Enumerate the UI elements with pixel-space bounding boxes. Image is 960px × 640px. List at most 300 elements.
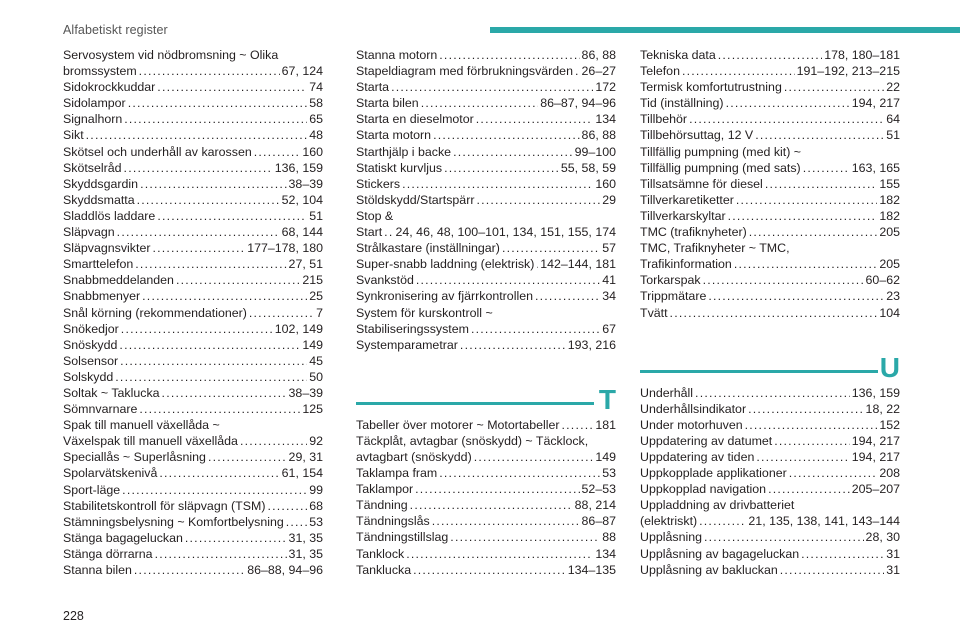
entry-list <box>356 47 616 353</box>
entry-line <box>63 208 323 224</box>
index-entry <box>63 514 323 530</box>
entry-pages: 7 <box>316 305 323 320</box>
entry-line <box>63 482 323 498</box>
entry-pages: 181 <box>595 417 616 432</box>
dot-leader <box>708 288 884 304</box>
entry-line <box>356 240 616 256</box>
dot-leader <box>137 192 280 208</box>
entry-pages: 149 <box>302 337 323 352</box>
index-entry <box>356 272 616 288</box>
dot-leader <box>240 433 307 449</box>
entry-line <box>640 176 900 192</box>
entry-term: Stanna motorn <box>356 48 438 62</box>
index-entry <box>63 498 323 514</box>
entry-line <box>356 127 616 143</box>
dot-leader <box>267 498 307 514</box>
entry-pages: 38–39 <box>288 176 323 191</box>
dot-leader <box>157 79 307 95</box>
index-entry <box>640 224 900 240</box>
entry-pages: 31, 35 <box>288 546 323 561</box>
index-entry <box>356 529 616 545</box>
entry-term: Solsensor <box>63 353 119 368</box>
entry-pages: 152 <box>879 417 900 432</box>
entry-term: Starta bilen <box>356 96 419 111</box>
entry-term: Spolarvätskenivå <box>63 466 158 481</box>
entry-pages: 55, 58, 59 <box>560 160 616 175</box>
index-entry <box>640 176 900 192</box>
entry-pages: 27, 51 <box>288 257 323 272</box>
entry-pages: 45 <box>309 353 323 368</box>
entry-term: Tändningslås <box>356 514 430 529</box>
index-entry <box>63 562 323 578</box>
entry-pages: 51 <box>309 208 323 223</box>
index-entry <box>640 497 900 529</box>
index-entry <box>356 95 616 111</box>
entry-line <box>63 224 323 240</box>
entry-pages: 177–178, 180 <box>247 241 323 256</box>
dot-leader <box>128 95 308 111</box>
dot-leader <box>155 546 287 562</box>
entry-term: Statiskt kurvljus <box>356 160 443 175</box>
entry-term: Stänga dörrarna <box>63 546 153 561</box>
index-entry <box>356 497 616 513</box>
entry-term: Uppkopplade applikationer <box>640 466 787 481</box>
entry-term: Tanklock <box>356 546 405 561</box>
dot-leader <box>789 465 878 481</box>
entry-line <box>63 305 323 321</box>
index-entry <box>356 417 616 433</box>
entry-pages: 149 <box>595 449 616 464</box>
entry-pages: 182 <box>879 192 900 207</box>
index-entry <box>63 337 323 353</box>
entry-pages: 48 <box>309 128 323 143</box>
entry-term-first-line: Spak till manuell växellåda ~ <box>63 418 220 433</box>
entry-line <box>640 208 900 224</box>
index-entry <box>640 192 900 208</box>
entry-line <box>640 385 900 401</box>
index-entry <box>640 465 900 481</box>
entry-term: Tillbehörsuttag, 12 V <box>640 128 754 143</box>
entry-term: Upplåsning av bakluckan <box>640 562 778 577</box>
entry-term: Systemparametrar <box>356 337 458 352</box>
dot-leader <box>254 144 301 160</box>
entry-line <box>640 63 900 79</box>
dot-leader <box>745 417 878 433</box>
entry-pages: 18, 22 <box>865 401 900 416</box>
index-entry <box>356 127 616 143</box>
entry-pages: 88, 214 <box>574 498 616 513</box>
entry-term: Släpvagnsvikter <box>63 241 151 256</box>
index-entry <box>63 401 323 417</box>
dot-leader <box>135 256 286 272</box>
entry-pages: 31, 35 <box>288 530 323 545</box>
entry-pages: 24, 46, 48, 100–101, 134, 151, 155, 174 <box>395 225 616 240</box>
index-entry <box>356 288 616 304</box>
index-entry <box>640 240 900 272</box>
entry-term: avtagbart (snöskydd) <box>356 449 472 464</box>
dot-leader <box>433 127 579 143</box>
dot-leader <box>413 562 566 578</box>
index-entry <box>63 47 323 79</box>
entry-term: Snål körning (rekommendationer) <box>63 305 247 320</box>
index-entry <box>63 321 323 337</box>
index-entry <box>63 288 323 304</box>
entry-pages: 182 <box>879 208 900 223</box>
entry-term: Sport-läge <box>63 482 121 497</box>
header-accent-bar <box>490 27 960 33</box>
entry-term: Trafikinformation <box>640 257 732 272</box>
index-entry <box>356 465 616 481</box>
entry-pages: 86–87, 94–96 <box>540 96 616 111</box>
index-entry <box>356 111 616 127</box>
entry-term: Snökedjor <box>63 321 119 336</box>
index-entry <box>63 160 323 176</box>
entry-line <box>640 433 900 449</box>
index-entry <box>63 111 323 127</box>
index-entry <box>640 144 900 176</box>
dot-leader <box>249 305 314 321</box>
index-entry <box>356 192 616 208</box>
entry-pages: 125 <box>302 402 323 417</box>
entry-term: Tid (inställning) <box>640 96 724 111</box>
entry-pages: 26–27 <box>581 64 616 79</box>
dot-leader <box>756 449 849 465</box>
index-entry <box>63 482 323 498</box>
entry-pages: 31 <box>886 562 900 577</box>
entry-pages: 88 <box>602 530 616 545</box>
entry-term: Stabiliseringssystem <box>356 321 469 336</box>
dot-leader <box>286 514 307 530</box>
dot-leader <box>748 401 863 417</box>
entry-line <box>356 449 616 465</box>
entry-pages: 60–62 <box>865 273 900 288</box>
entry-term: (elektriskt) <box>640 514 698 529</box>
entry-term: Signalhorn <box>63 112 123 127</box>
index-entry <box>63 385 323 401</box>
dot-leader <box>774 433 850 449</box>
dot-leader <box>140 176 286 192</box>
dot-leader <box>134 562 245 578</box>
dot-leader <box>432 513 580 529</box>
dot-leader <box>682 63 795 79</box>
entry-line <box>356 529 616 545</box>
index-entry <box>356 481 616 497</box>
dot-leader <box>471 321 600 337</box>
entry-term: Tabeller över motorer ~ Motortabeller <box>356 417 560 432</box>
entry-line <box>356 546 616 562</box>
dot-leader <box>410 497 573 513</box>
entry-term: Tillverkaretiketter <box>640 192 734 207</box>
entry-term: Synkronisering av fjärrkontrollen <box>356 289 533 304</box>
index-entry <box>356 256 616 272</box>
index-entry <box>640 272 900 288</box>
dot-leader <box>453 144 573 160</box>
entry-line <box>63 449 323 465</box>
entry-pages: 86–88, 94–96 <box>247 563 323 577</box>
entry-term: Telefon <box>640 64 680 79</box>
entry-line <box>356 63 616 79</box>
section-divider-u <box>640 335 900 385</box>
entry-term: Taklampor <box>356 482 414 497</box>
entry-term-first-line: TMC, Trafiknyheter ~ TMC, <box>640 241 790 256</box>
index-column-3 <box>640 47 900 578</box>
entry-pages: 53 <box>602 466 616 481</box>
entry-pages: 67 <box>602 321 616 336</box>
index-entry <box>640 127 900 143</box>
entry-line <box>640 47 900 63</box>
index-entry <box>63 353 323 369</box>
dot-leader <box>391 79 593 95</box>
entry-line <box>640 111 900 127</box>
entry-pages: 142–144, 181 <box>540 257 616 272</box>
entry-term: Tändning <box>356 498 408 513</box>
index-entry <box>63 272 323 288</box>
dot-leader <box>575 63 580 79</box>
entry-pages: 193, 216 <box>567 337 616 352</box>
dot-leader <box>780 562 884 578</box>
entry-pages: 21, 135, 138, 141, 143–144 <box>748 514 900 529</box>
entry-line <box>640 529 900 545</box>
dot-leader <box>535 288 600 304</box>
entry-term: Smarttelefon <box>63 257 134 272</box>
index-entry <box>640 288 900 304</box>
index-entry <box>640 449 900 465</box>
dot-leader <box>139 401 300 417</box>
dot-leader <box>439 47 579 63</box>
entry-line <box>63 530 323 546</box>
dot-leader <box>695 385 850 401</box>
entry-list <box>356 417 616 578</box>
entry-pages: 65 <box>309 112 323 127</box>
dot-leader <box>121 321 273 337</box>
entry-pages: 194, 217 <box>851 433 900 448</box>
dot-leader <box>755 127 884 143</box>
entry-term: Skötselråd <box>63 160 122 175</box>
index-entry <box>63 530 323 546</box>
entry-term-first-line: Tillfällig pumpning (med kit) ~ <box>640 144 802 159</box>
entry-term: Skötsel och underhåll av karossen <box>63 144 252 159</box>
entry-line <box>640 546 900 562</box>
entry-line <box>63 95 323 111</box>
entry-pages: 178, 180–181 <box>824 48 900 62</box>
entry-pages: 99–100 <box>574 144 616 159</box>
entry-term: Trippmätare <box>640 289 707 304</box>
entry-term: Tillsatsämne för diesel <box>640 176 763 191</box>
index-column-2 <box>356 47 616 578</box>
entry-line <box>640 95 900 111</box>
entry-pages: 104 <box>879 305 900 320</box>
entry-pages: 22 <box>886 80 900 95</box>
entry-line <box>640 449 900 465</box>
index-entry <box>640 401 900 417</box>
dot-leader <box>460 337 566 353</box>
entry-term: Upplåsning <box>640 530 702 545</box>
entry-line <box>63 240 323 256</box>
entry-line <box>63 514 323 530</box>
entry-line <box>640 513 900 529</box>
entry-term: Stabilitetskontroll för släpvagn (TSM) <box>63 498 266 513</box>
entry-list <box>640 47 900 321</box>
entry-line <box>356 497 616 513</box>
index-entry <box>356 63 616 79</box>
entry-line <box>356 288 616 304</box>
entry-line <box>63 562 323 578</box>
entry-line <box>63 546 323 562</box>
entry-term: Starta motorn <box>356 128 432 143</box>
entry-line <box>63 401 323 417</box>
entry-line <box>356 95 616 111</box>
index-column-1 <box>63 47 323 578</box>
dot-leader <box>384 224 393 240</box>
entry-line <box>63 272 323 288</box>
index-entry <box>640 562 900 578</box>
entry-line <box>640 465 900 481</box>
entry-term: Under motorhuven <box>640 417 743 432</box>
dot-leader <box>176 272 300 288</box>
entry-term: Svankstöd <box>356 273 414 288</box>
dot-leader <box>208 449 287 465</box>
index-entry <box>356 305 616 337</box>
dot-leader <box>122 482 307 498</box>
entry-term: Torkarspak <box>640 273 701 288</box>
dot-leader <box>765 176 878 192</box>
dot-leader <box>162 385 287 401</box>
dot-leader <box>670 305 878 321</box>
dot-leader <box>801 546 884 562</box>
index-entry <box>63 208 323 224</box>
entry-term: Skyddsgardin <box>63 176 139 191</box>
index-entry <box>356 546 616 562</box>
entry-pages: 205 <box>879 225 900 240</box>
entry-term: Snabbmeddelanden <box>63 273 174 288</box>
dot-leader <box>402 176 593 192</box>
entry-pages: 160 <box>595 176 616 191</box>
entry-pages: 86–87 <box>581 514 616 529</box>
index-entry <box>63 127 323 143</box>
dot-leader <box>119 337 300 353</box>
entry-line <box>63 321 323 337</box>
entry-term: Tillbehör <box>640 112 688 127</box>
entry-term: Solskydd <box>63 369 114 384</box>
entry-pages: 68 <box>309 498 323 513</box>
entry-line <box>640 305 900 321</box>
entry-term: Tillverkarskyltar <box>640 208 726 223</box>
dot-leader <box>120 353 307 369</box>
entry-line <box>356 465 616 481</box>
dot-leader <box>421 95 539 111</box>
dot-leader <box>703 272 864 288</box>
index-entry <box>640 433 900 449</box>
index-entry <box>63 224 323 240</box>
dot-leader <box>749 224 878 240</box>
entry-pages: 74 <box>309 80 323 95</box>
entry-term: TMC (trafiknyheter) <box>640 225 747 240</box>
index-entry <box>63 95 323 111</box>
entry-term: Tillfällig pumpning (med sats) <box>640 160 801 175</box>
entry-term: Super-snabb laddning (elektrisk) <box>356 257 535 272</box>
entry-term: Tanklucka <box>356 562 412 577</box>
entry-line <box>356 562 616 578</box>
entry-line <box>640 79 900 95</box>
dot-leader <box>476 111 594 127</box>
entry-line <box>63 127 323 143</box>
entry-term: Sladdlös laddare <box>63 208 156 223</box>
page-number: 228 <box>63 609 84 623</box>
entry-pages: 163, 165 <box>851 160 900 175</box>
entry-pages: 52–53 <box>581 482 616 497</box>
entry-pages: 136, 159 <box>851 385 900 400</box>
entry-term: Släpvagn <box>63 225 115 240</box>
entry-line <box>356 192 616 208</box>
entry-line <box>63 465 323 481</box>
index-entry <box>356 144 616 160</box>
index-entry <box>356 433 616 465</box>
entry-term: Speciallås ~ Superlåsning <box>63 450 206 465</box>
entry-term: Skyddsmatta <box>63 192 135 207</box>
index-entry <box>356 208 616 240</box>
entry-list <box>63 47 323 578</box>
index-entry <box>63 369 323 385</box>
entry-term: Underhåll <box>640 385 694 400</box>
entry-line <box>640 562 900 578</box>
entry-pages: 31 <box>886 546 900 561</box>
dot-leader <box>768 481 850 497</box>
entry-line <box>356 256 616 272</box>
entry-term: Snöskydd <box>63 337 118 352</box>
dot-leader <box>704 529 864 545</box>
entry-pages: 29 <box>602 192 616 207</box>
dot-leader <box>115 369 307 385</box>
index-entry <box>356 240 616 256</box>
index-entry <box>63 144 323 160</box>
index-entry <box>63 192 323 208</box>
dot-leader <box>415 481 579 497</box>
dot-leader <box>157 208 307 224</box>
entry-term: Sikt <box>63 128 84 143</box>
entry-pages: 102, 149 <box>274 321 323 336</box>
entry-line <box>63 111 323 127</box>
entry-pages: 51 <box>886 128 900 143</box>
index-entry <box>63 305 323 321</box>
entry-term: Strålkastare (inställningar) <box>356 241 500 256</box>
entry-line <box>63 433 323 449</box>
entry-term: Sidokrockkuddar <box>63 80 156 95</box>
entry-line <box>63 288 323 304</box>
entry-line <box>640 160 900 176</box>
index-entry <box>640 417 900 433</box>
entry-term: Uppdatering av tiden <box>640 449 755 464</box>
index-entry <box>640 79 900 95</box>
entry-term: Upplåsning av bagageluckan <box>640 546 800 561</box>
entry-line <box>356 481 616 497</box>
entry-pages: 205 <box>879 257 900 272</box>
entry-term-first-line: Stop & <box>356 208 394 223</box>
index-entry <box>63 449 323 465</box>
entry-line <box>640 417 900 433</box>
entry-line <box>63 63 323 79</box>
entry-pages: 52, 104 <box>281 192 323 207</box>
index-entry <box>640 481 900 497</box>
entry-pages: 29, 31 <box>288 450 323 465</box>
dot-leader <box>159 465 279 481</box>
entry-line <box>356 144 616 160</box>
entry-pages: 50 <box>309 369 323 384</box>
dot-leader <box>736 192 877 208</box>
entry-pages: 92 <box>309 434 323 449</box>
entry-pages: 57 <box>602 241 616 256</box>
entry-term-first-line: Servosystem vid nödbromsning ~ Olika <box>63 48 279 62</box>
dot-leader <box>86 127 308 143</box>
